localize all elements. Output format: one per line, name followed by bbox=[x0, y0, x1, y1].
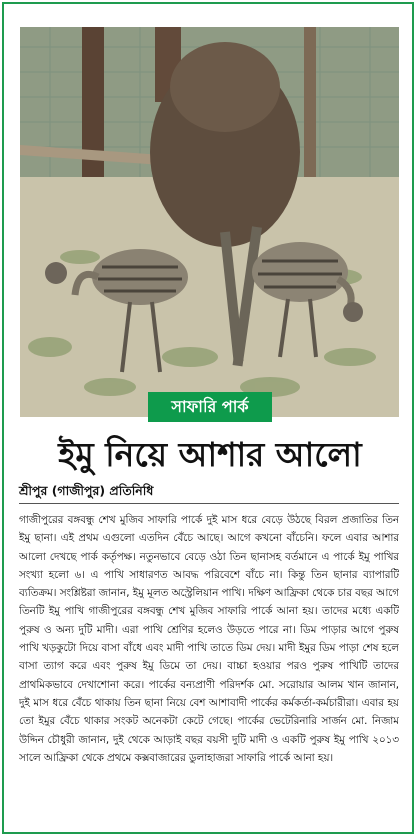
headline: ইমু নিয়ে আশার আলো bbox=[58, 435, 362, 474]
emu-photo-illustration bbox=[20, 27, 399, 417]
divider bbox=[19, 503, 399, 504]
section-tag: সাফারি পার্ক bbox=[148, 392, 272, 422]
emu-photo bbox=[20, 27, 399, 417]
byline: শ্রীপুর (গাজীপুর) প্রতিনিধি bbox=[19, 483, 154, 498]
article-body bbox=[19, 511, 399, 833]
article-paragraph: গাজীপুরের বঙ্গবন্ধু শেখ মুজিব সাফারি পার্কে দুই মাস ধরে বেড়ে উঠছে বিরল প্রজাতির তিন ইমু ছানা। এই প্রথম এগুলো এতদিন বেঁচে আছে। আগে কখনো বাঁচেনি। ফলে এবার আশার আলো দেখছে পার্ক কর্তৃপক্ষ। নতুনভাবে বেড়ে ওঠা তিন ছানাসহ বর্তমানে এ পার্কে ইমু পাখির সংখ্যা হলো ৬। এ পাখি সাধারণত আবদ্ধ পরিবেশে বাঁচে না। কিন্তু তিন ছানার ব্যাপারটি ব্যতিক্রম। সংশ্লিষ্টরা জানান, ইমু মূলত অস্ট্রেলিয়ান পাখি। দক্ষিণ আফ্রিকা থেকে চার বছর আগে তিনটি ইমু পাখি গাজীপুরের বঙ্গবন্ধু শেখ মুজিব সাফারি পার্কে আনা হয়। তাদের মধ্যে একটি পুরুষ ও অন্য দুটি মাদী। এরা পাখি শ্রেণির হলেও উড়তে পারে না। ডিম পাড়ার আগে পুরুষ পাখি খড়কুটো দিয়ে বাসা বাঁধে এবং মাদী পাখি তাতে ডিম দেয়। মাদী ইমুর ডিম পাড়া শেষ হলে বাসা ত্যাগ করে এবং পুরুষ ইমু ডিমে তা দেয়। বাচ্চা হওয়ার পরও পুরুষ পাখিটি তাদের প্রাথমিকভাবে দেখাশোনা করে। পার্কের বন্যপ্রাণী পরিদর্শক মো. সরোয়ার আলম খান জানান, দুই মাস ধরে বেঁচে থাকায় তিন ছানা নিয়ে বেশ আশাবাদী পার্কের কর্মকর্তা-কর্মচারীরা। এবার হয় তো ইমুর বেঁচে থাকার সংকট অনেকটা কেটে গেছে। পার্কের ভেটেরিনারি সার্জন মো. নিজাম উদ্দিন চৌধুরী জানান, দুই থেকে আড়াই বছর বয়সী দুটি মাদী ও একটি পুরুষ ইমু পাখি ২০১৩ সালে আফ্রিকা থেকে প্রথমে কক্সবাজারের ডুলাহাজরা সাফারি পার্কে আনা হয়। bbox=[19, 514, 399, 764]
